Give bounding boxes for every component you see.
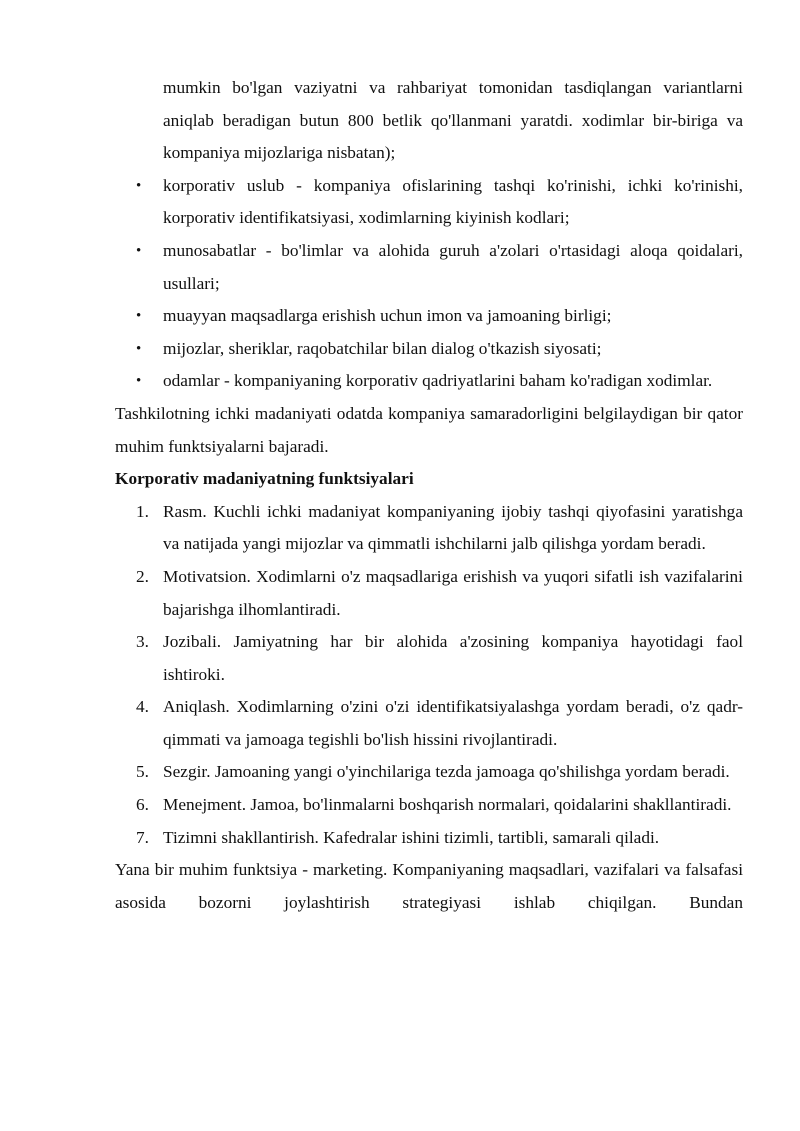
bullet-list — [0, 170, 800, 398]
bullet-text: korporativ uslub - kompaniya ofislarining tashqi ko'rinishi, ichki ko'rinishi, korporativ identifikatsiyasi, xodimlarning kiyinish kodlari; — [163, 175, 743, 228]
numbered-list — [0, 496, 800, 855]
item-number: 3. — [136, 632, 149, 652]
bullet-item — [136, 170, 743, 235]
intro-continuation: mumkin bo'lgan vaziyatni va rahbariyat tomonidan tasdiqlangan variantlarni aniqlab beradigan butun 800 betlik qo'llanmani yaratdi. xodimlar bir-biriga va kompaniya mijozlariga nisbatan); — [163, 78, 743, 163]
item-text: Tizimni shakllantirish. Kafedralar ishini tizimli, tartibli, samarali qiladi. — [163, 827, 660, 847]
item-number: 1. — [136, 501, 149, 521]
bullet-item — [136, 365, 743, 398]
item-number: 4. — [136, 697, 149, 717]
bullet-icon: • — [136, 340, 142, 357]
item-number: 2. — [136, 566, 149, 586]
numbered-item — [136, 496, 743, 561]
item-text: Jozibali. Jamiyatning har bir alohida a'zosining kompaniya hayotidagi faol ishtiroki. — [163, 632, 743, 684]
item-text: Aniqlash. Xodimlarning o'zini o'zi identifikatsiyalashga yordam beradi, o'z qadr-qimmati va jamoaga tegishli bo'lish hissini rivojlantiradi. — [163, 697, 743, 749]
item-number: 6. — [136, 795, 149, 815]
bullet-text: munosabatlar - bo'limlar va alohida guruh a'zolari o'rtasidagi aloqa qoidalari, usullari; — [163, 240, 743, 293]
numbered-item — [136, 626, 743, 691]
bullet-text: mijozlar, sheriklar, raqobatchilar bilan dialog o'tkazish siyosati; — [163, 338, 602, 358]
item-text: Sezgir. Jamoaning yangi o'yinchilariga tezda jamoaga qo'shilishga yordam beradi. — [163, 762, 730, 782]
section-heading: Korporativ madaniyatning funktsiyalari — [115, 469, 414, 489]
numbered-item — [136, 756, 743, 789]
item-text: Rasm. Kuchli ichki madaniyat kompaniyaning ijobiy tashqi qiyofasini yaratishga va natijada yangi mijozlar va qimmatli ishchilarni jalb qilishga yordam beradi. — [163, 501, 743, 554]
numbered-item — [136, 691, 743, 756]
bullet-icon: • — [136, 242, 142, 259]
bullet-item — [136, 333, 743, 366]
paragraph: Tashkilotning ichki madaniyati odatda kompaniya samaradorligini belgilaydigan bir qator muhim funktsiyalarni bajaradi. — [115, 403, 743, 456]
numbered-item — [136, 822, 743, 855]
bullet-icon: • — [136, 308, 142, 325]
bullet-item — [136, 235, 743, 300]
bullet-icon: • — [136, 177, 142, 194]
bullet-text: odamlar - kompaniyaning korporativ qadriyatlarini baham ko'radigan xodimlar. — [163, 371, 713, 391]
paragraph: Yana bir muhim funktsiya - marketing. Kompaniyaning maqsadlari, vazifalari va falsafasi asosida bozorni joylashtirish strategiyasi ishlab chiqilgan. Bundan — [115, 860, 743, 912]
item-text: Motivatsion. Xodimlarni o'z maqsadlariga erishish va yuqori sifatli ish vazifalarini bajarishga ilhomlantiradi. — [163, 566, 743, 619]
bullet-text: muayyan maqsadlarga erishish uchun imon va jamoaning birligi; — [163, 306, 612, 326]
numbered-item — [136, 789, 743, 822]
item-number: 5. — [136, 762, 149, 782]
item-text: Menejment. Jamoa, bo'linmalarni boshqarish normalari, qoidalarini shakllantiradi. — [163, 795, 732, 815]
bullet-icon: • — [136, 373, 142, 390]
numbered-item — [136, 561, 743, 626]
bullet-item — [136, 300, 743, 333]
item-number: 7. — [136, 827, 149, 847]
